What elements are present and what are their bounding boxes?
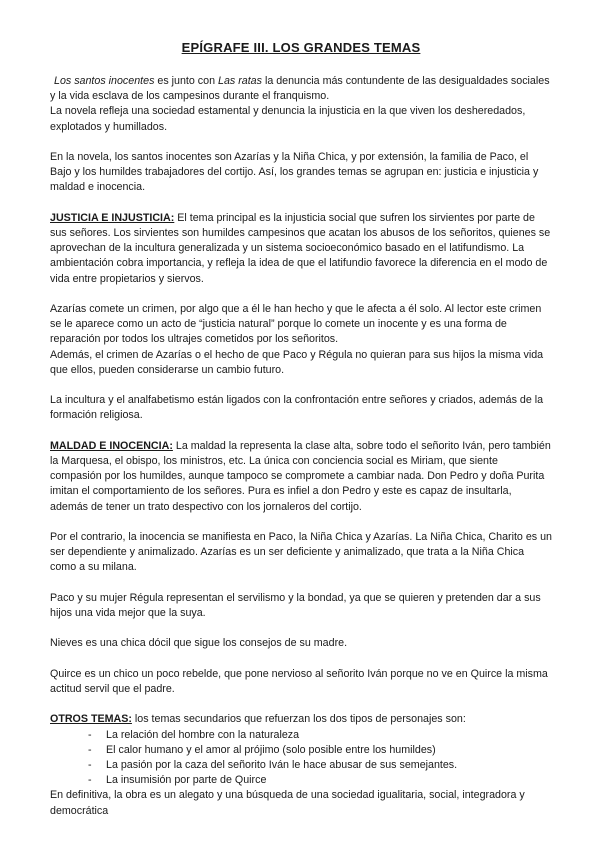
conclusion-paragraph: En definitiva, la obra es un alegato y una búsqueda de una sociedad igualitaria, social, integradora y democrática: [50, 789, 525, 817]
bullet-dash: -: [88, 774, 92, 787]
justicia-text: El tema principal es la injusticia social que sufren los sirvientes por parte de sus señores. Los sirvientes son humildes campesinos que acatan los abusos de los señoritos, quienes se aprovechan de la incultura generalizada y un sistema socioeconómico basado en el latifundismo. La ambientación cobra importancia, y refleja la idea de que el latifundio favorece la diferencia en el modo de vida entre propietarios y siervos.: [50, 211, 551, 285]
quirce-paragraph: Quirce es un chico un poco rebelde, que pone nervioso al señorito Iván porque no ve en Quirce la misma actitud servil que el padre.: [50, 667, 548, 695]
maldad-label: MALDAD E INOCENCIA:: [50, 439, 173, 452]
document-page: [50, 40, 552, 819]
intro-text-1: es junto con: [154, 75, 218, 87]
azarias-future-paragraph: Además, el crimen de Azarías o el hecho de que Paco y Régula no quieran para sus hijos la misma vida que ellos, pueden considerarse un cambio futuro.: [50, 348, 544, 376]
bullet-dash: -: [88, 728, 92, 741]
intro-paragraph-2: La novela refleja una sociedad estamental y denuncia la injusticia en la que viven los desheredados, explotados y humillados.: [50, 105, 526, 133]
otros-label: OTROS TEMAS:: [50, 713, 132, 726]
secondary-themes-list: [50, 728, 552, 789]
paco-regula-paragraph: Paco y su mujer Régula representan el servilismo y la bondad, ya que se quieren y pretenden dar a sus hijos una vida mejor que la suya.: [50, 591, 541, 619]
list-item-text: La pasión por la caza del señorito Iván le hace abusar de sus semejantes.: [106, 758, 458, 771]
maldad-section: [50, 439, 552, 515]
justicia-section: [50, 211, 552, 287]
book-title-santos: Los santos inocentes: [54, 75, 155, 87]
intro-paragraph: [50, 74, 552, 104]
list-item: [88, 743, 552, 758]
list-item-text: El calor humano y el amor al prójimo (solo posible entre los humildes): [106, 743, 436, 756]
list-item-text: La insumisión por parte de Quirce: [106, 774, 267, 787]
intro-text-2: la denuncia más contundente de las desigualdades sociales y la vida esclava de los campesinos durante el franquismo.: [50, 75, 550, 103]
otros-section: [50, 712, 552, 727]
nieves-paragraph: Nieves es una chica dócil que sigue los consejos de su madre.: [50, 637, 348, 650]
incultura-paragraph: La incultura y el analfabetismo están ligados con la confrontación entre señores y criados, además de la formación religiosa.: [50, 394, 544, 422]
bullet-dash: -: [88, 743, 92, 756]
justicia-label: JUSTICIA E INJUSTICIA:: [50, 211, 175, 224]
book-title-ratas: Las ratas: [218, 75, 262, 87]
maldad-text: La maldad la representa la clase alta, sobre todo el señorito Iván, pero también la Marquesa, el obispo, los ministros, etc. La única con conciencia social es Miriam, que siente compasión por los humildes, aunque tampoco se compromete a cambiar nada. Don Pedro y doña Purita imitan el comportamiento de los señores. Pura es infiel a don Pedro y este es capaz de insultarla, además de tener un trato despectivo con los jornaleros del cortijo.: [50, 439, 551, 513]
list-item: [88, 758, 552, 773]
azarias-crime-paragraph: Azarías comete un crimen, por algo que a él le han hecho y que le afecta a él solo. Al lector este crimen se le aparece como un acto de “justicia natural” porque lo comete un inocente y es una forma de reparación por todos los ultrajes cometidos por los señoritos.: [50, 303, 542, 346]
inocencia-paragraph: Por el contrario, la inocencia se manifiesta en Paco, la Niña Chica y Azarías. La Niña Chica, Charito es un ser dependiente y animalizado. Azarías es un ser deficiente y animalizado, que trata a la Niña Chica como a su milana.: [50, 531, 552, 574]
santos-inocentes-paragraph: En la novela, los santos inocentes son Azarías y la Niña Chica, y por extensión, la familia de Paco, el Bajo y los humildes trabajadores del cortijo. Así, los grandes temas se agrupan en: justicia e injusticia y maldad e inocencia.: [50, 151, 539, 194]
list-item-text: La relación del hombre con la naturaleza: [106, 728, 300, 741]
list-item: [88, 773, 552, 788]
page-title: EPÍGRAFE III. LOS GRANDES TEMAS: [181, 40, 421, 55]
list-item: [88, 728, 552, 743]
otros-text: los temas secundarios que refuerzan los dos tipos de personajes son:: [131, 713, 466, 726]
bullet-dash: -: [88, 758, 92, 771]
